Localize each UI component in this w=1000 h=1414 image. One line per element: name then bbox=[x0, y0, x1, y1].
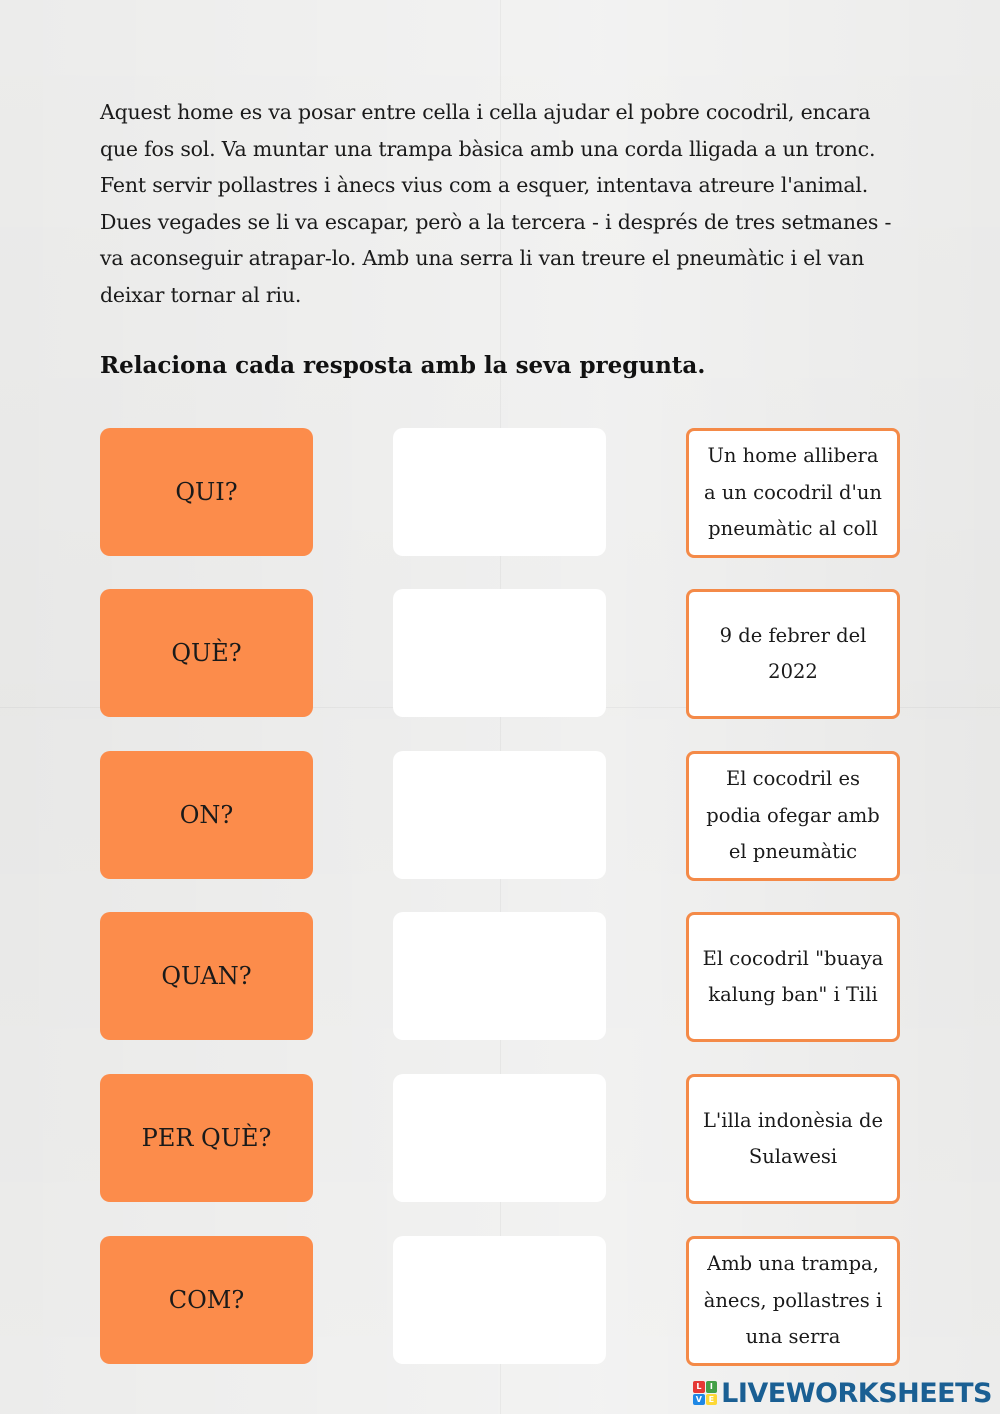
answer-card-2[interactable] bbox=[686, 589, 900, 719]
answer-line: ànecs, pollastres i bbox=[703, 1288, 883, 1312]
logo-mark-letter: L bbox=[693, 1381, 705, 1393]
reading-paragraph bbox=[100, 94, 905, 313]
logo-mark-letter: I bbox=[706, 1381, 718, 1393]
instruction-heading: Relaciona cada resposta amb la seva pregunta. bbox=[100, 352, 706, 379]
answer-card-3[interactable] bbox=[686, 751, 900, 881]
paragraph-line: Fent servir pollastres i ànecs vius com a esquer, intentava atreure l'animal. bbox=[100, 173, 869, 197]
question-card-on: ON? bbox=[100, 751, 313, 879]
question-card-per-que: PER QUÈ? bbox=[100, 1074, 313, 1202]
answer-line: 2022 bbox=[768, 660, 818, 683]
paragraph-line: que fos sol. Va muntar una trampa bàsica amb una corda lligada a un tronc. bbox=[100, 136, 876, 161]
answer-line: Amb una trampa, bbox=[707, 1252, 879, 1276]
logo-mark-letter: E bbox=[706, 1394, 718, 1406]
logo-text: LIVEWORKSHEETS bbox=[721, 1377, 992, 1409]
answer-line: Un home allibera bbox=[707, 444, 879, 468]
paragraph-line: Dues vegades se li va escapar, però a la tercera - i després de tres setmanes - bbox=[100, 209, 892, 234]
question-card-quan: QUAN? bbox=[100, 912, 313, 1040]
answer-drop-zone-1[interactable] bbox=[393, 428, 606, 556]
answer-line: El cocodril es bbox=[725, 767, 860, 791]
answer-line: a un cocodril d'un bbox=[704, 480, 882, 504]
liveworksheets-logo-icon bbox=[693, 1381, 717, 1405]
answer-line: pneumàtic al coll bbox=[708, 517, 878, 541]
answer-drop-zone-5[interactable] bbox=[393, 1074, 606, 1202]
liveworksheets-logo bbox=[693, 1378, 992, 1408]
question-card-qui: QUI? bbox=[100, 428, 313, 556]
answer-card-6[interactable] bbox=[686, 1236, 900, 1366]
logo-mark-letter: V bbox=[693, 1394, 705, 1406]
answer-card-1[interactable] bbox=[686, 428, 900, 558]
answer-line: L'illa indonèsia de bbox=[702, 1108, 884, 1132]
answer-drop-zone-4[interactable] bbox=[393, 912, 606, 1040]
answer-line: El cocodril "buaya bbox=[702, 946, 884, 970]
paragraph-line: va aconseguir atrapar-lo. Amb una serra li van treure el pneumàtic i el van bbox=[100, 246, 865, 270]
answer-line: el pneumàtic bbox=[728, 840, 858, 864]
answer-drop-zone-6[interactable] bbox=[393, 1236, 606, 1364]
answer-drop-zone-2[interactable] bbox=[393, 589, 606, 717]
question-card-que: QUÈ? bbox=[100, 589, 313, 717]
answer-card-4[interactable] bbox=[686, 912, 900, 1042]
answer-line: kalung ban" i Tili bbox=[708, 983, 878, 1006]
paragraph-line: deixar tornar al riu. bbox=[100, 282, 302, 307]
answer-line: podia ofegar amb bbox=[706, 803, 880, 827]
answer-card-5[interactable] bbox=[686, 1074, 900, 1204]
answer-line: una serra bbox=[745, 1325, 841, 1349]
paragraph-line: Aquest home es va posar entre cella i cella ajudar el pobre cocodril, encara bbox=[100, 100, 871, 124]
answer-line: 9 de febrer del bbox=[719, 623, 867, 647]
question-card-com: COM? bbox=[100, 1236, 313, 1364]
answer-line: Sulawesi bbox=[748, 1145, 838, 1168]
answer-drop-zone-3[interactable] bbox=[393, 751, 606, 879]
